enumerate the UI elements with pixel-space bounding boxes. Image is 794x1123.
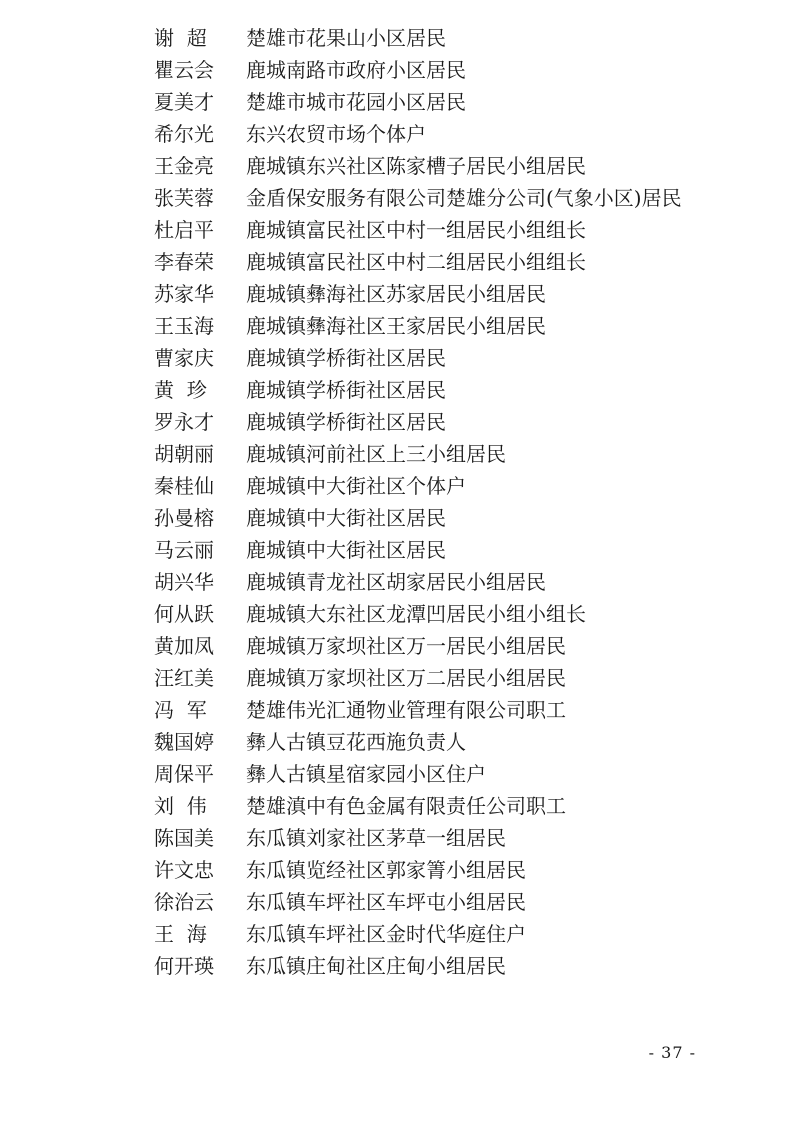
list-item [154, 86, 714, 118]
person-name: 徐治云 [154, 890, 214, 914]
person-name: 魏国婷 [154, 730, 214, 754]
person-name: 罗永才 [154, 410, 214, 434]
person-name: 黄 珍 [154, 378, 207, 402]
person-description: 东瓜镇刘家社区茅草一组居民 [246, 826, 506, 850]
resident-list [154, 22, 714, 982]
person-name: 瞿云会 [154, 58, 214, 82]
person-description: 鹿城镇学桥街社区居民 [246, 346, 446, 370]
person-description: 东瓜镇庄甸社区庄甸小组居民 [246, 954, 506, 978]
list-item [154, 182, 714, 214]
list-item [154, 854, 714, 886]
person-description: 鹿城镇富民社区中村一组居民小组组长 [246, 218, 586, 242]
list-item [154, 662, 714, 694]
person-name: 孙曼榕 [154, 506, 214, 530]
person-name: 曹家庆 [154, 346, 214, 370]
person-description: 鹿城镇中大街社区居民 [246, 538, 446, 562]
person-name: 谢 超 [154, 26, 207, 50]
person-name: 许文忠 [154, 858, 214, 882]
person-description: 鹿城镇万家坝社区万二居民小组居民 [246, 666, 566, 690]
list-item [154, 438, 714, 470]
list-item [154, 758, 714, 790]
person-name: 黄加凤 [154, 634, 214, 658]
list-item [154, 22, 714, 54]
list-item [154, 918, 714, 950]
person-description: 鹿城镇富民社区中村二组居民小组组长 [246, 250, 586, 274]
person-description: 鹿城镇中大街社区个体户 [246, 474, 466, 498]
person-description: 彝人古镇豆花西施负责人 [246, 730, 466, 754]
person-description: 鹿城镇东兴社区陈家槽子居民小组居民 [246, 154, 586, 178]
list-item [154, 246, 714, 278]
person-description: 鹿城镇彝海社区王家居民小组居民 [246, 314, 546, 338]
person-description: 楚雄市城市花园小区居民 [246, 90, 466, 114]
person-name: 胡兴华 [154, 570, 214, 594]
list-item [154, 886, 714, 918]
list-item [154, 694, 714, 726]
list-item [154, 566, 714, 598]
list-item [154, 310, 714, 342]
person-description: 鹿城南路市政府小区居民 [246, 58, 466, 82]
person-name: 陈国美 [154, 826, 214, 850]
person-name: 周保平 [154, 762, 214, 786]
person-description: 鹿城镇中大街社区居民 [246, 506, 446, 530]
list-item [154, 534, 714, 566]
person-name: 何开瑛 [154, 954, 214, 978]
person-description: 彝人古镇星宿家园小区住户 [246, 762, 486, 786]
list-item [154, 214, 714, 246]
list-item [154, 822, 714, 854]
person-description: 东瓜镇车坪社区金时代华庭住户 [246, 922, 526, 946]
person-description: 鹿城镇彝海社区苏家居民小组居民 [246, 282, 546, 306]
list-item [154, 342, 714, 374]
page-number: - 37 - [648, 1043, 696, 1062]
list-item [154, 502, 714, 534]
person-description: 鹿城镇河前社区上三小组居民 [246, 442, 506, 466]
person-name: 马云丽 [154, 538, 214, 562]
list-item [154, 118, 714, 150]
person-name: 李春荣 [154, 250, 214, 274]
person-description: 楚雄市花果山小区居民 [246, 26, 446, 50]
list-item [154, 950, 714, 982]
list-item [154, 278, 714, 310]
list-item [154, 598, 714, 630]
person-name: 冯 军 [154, 698, 207, 722]
person-name: 王 海 [154, 922, 207, 946]
list-item [154, 54, 714, 86]
person-description: 鹿城镇青龙社区胡家居民小组居民 [246, 570, 546, 594]
list-item [154, 150, 714, 182]
person-description: 东瓜镇车坪社区车坪屯小组居民 [246, 890, 526, 914]
person-name: 胡朝丽 [154, 442, 214, 466]
person-description: 东兴农贸市场个体户 [246, 122, 426, 146]
list-item [154, 470, 714, 502]
person-name: 苏家华 [154, 282, 214, 306]
list-item [154, 790, 714, 822]
person-name: 希尔光 [154, 122, 214, 146]
person-name: 王玉海 [154, 314, 214, 338]
person-description: 东瓜镇览经社区郭家箐小组居民 [246, 858, 526, 882]
person-name: 杜启平 [154, 218, 214, 242]
list-item [154, 630, 714, 662]
person-description: 鹿城镇大东社区龙潭凹居民小组小组长 [246, 602, 586, 626]
person-description: 金盾保安服务有限公司楚雄分公司(气象小区)居民 [246, 186, 682, 210]
person-name: 王金亮 [154, 154, 214, 178]
person-name: 刘 伟 [154, 794, 207, 818]
list-item [154, 406, 714, 438]
person-name: 张芙蓉 [154, 186, 214, 210]
person-description: 楚雄伟光汇通物业管理有限公司职工 [246, 698, 566, 722]
person-name: 夏美才 [154, 90, 214, 114]
list-item [154, 726, 714, 758]
person-description: 楚雄滇中有色金属有限责任公司职工 [246, 794, 566, 818]
person-description: 鹿城镇学桥街社区居民 [246, 410, 446, 434]
person-name: 秦桂仙 [154, 474, 214, 498]
list-item [154, 374, 714, 406]
person-name: 何从跃 [154, 602, 214, 626]
person-name: 汪红美 [154, 666, 214, 690]
person-description: 鹿城镇万家坝社区万一居民小组居民 [246, 634, 566, 658]
person-description: 鹿城镇学桥街社区居民 [246, 378, 446, 402]
